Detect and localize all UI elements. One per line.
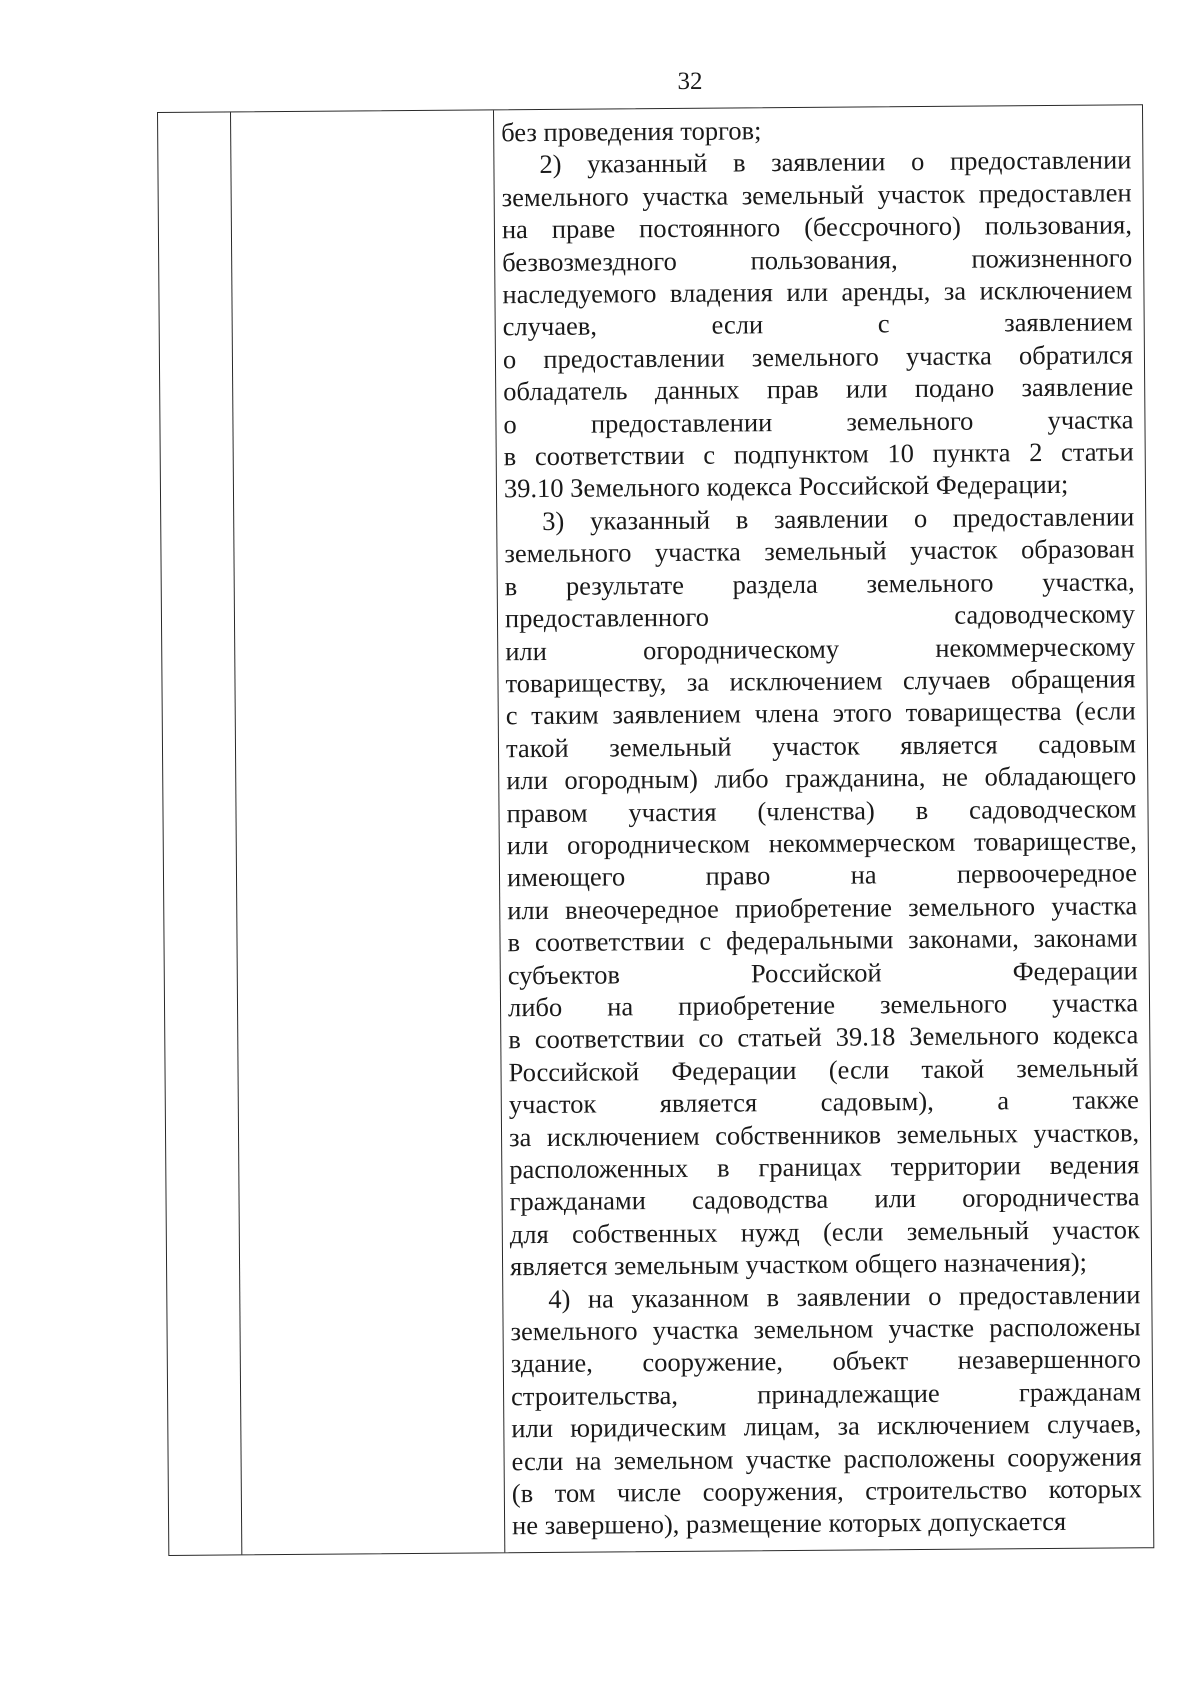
text-line: или юридическим лицам, за исключением случаев,: [511, 1408, 1142, 1444]
text-line: правом участия (членства) в садоводческом: [506, 792, 1137, 828]
paragraph-continuation: [501, 111, 1131, 148]
text-line: имеющего право на первоочередное: [506, 857, 1138, 893]
text-line: с таким заявлением члена этого товарищества (если: [505, 695, 1136, 731]
paragraph-item-4: [510, 1278, 1142, 1542]
text-line: гражданами садоводства или огородничества: [509, 1181, 1140, 1217]
text-line: наследуемого владения или аренды, за исключением: [502, 274, 1133, 310]
table-cell-text: [501, 111, 1142, 1542]
text-line: или внеочередное приобретение земельного участка: [507, 890, 1138, 926]
text-line: для собственных нужд (если земельный участок: [509, 1214, 1140, 1250]
text-line: субъектов Российской Федерации: [507, 954, 1138, 990]
text-line: о предоставлении земельного участка обратился: [502, 339, 1134, 375]
text-line: 39.10 Земельного кодекса Российской Федерации;: [503, 469, 1069, 504]
text-line: случаев, если с заявлением: [502, 306, 1133, 342]
text-line: предоставленного садоводческому: [504, 598, 1136, 634]
text-line: товариществу, за исключением случаев обращения: [505, 663, 1136, 699]
page-number: 32: [677, 68, 703, 95]
text-line: в соответствии с подпунктом 10 пункта 2 статьи: [503, 436, 1134, 472]
text-line: или огородническом некоммерческом товариществе,: [506, 825, 1137, 861]
text-line: в соответствии со статьей 39.18 Земельного кодекса: [508, 1019, 1139, 1055]
text-line: (в том числе сооружения, строительство которых: [511, 1473, 1142, 1509]
text-line: или огородническому некоммерческому: [505, 630, 1136, 666]
text-line: является земельным участком общего назначения);: [509, 1246, 1088, 1282]
text-line: земельного участка земельный участок образован: [504, 533, 1135, 569]
text-line: строительства, принадлежащие гражданам: [510, 1376, 1142, 1412]
text-line: земельного участка земельный участок предоставлен: [501, 177, 1132, 213]
text-line: Российской Федерации (если такой земельный: [508, 1052, 1139, 1088]
paragraph-item-2: [501, 144, 1134, 505]
text-line: здание, сооружение, объект незавершенного: [510, 1343, 1141, 1379]
text-line: на праве постоянного (бессрочного) пользования,: [501, 209, 1133, 245]
paragraph-item-3: [504, 500, 1140, 1283]
text-line: участок является садовым), а также: [508, 1084, 1139, 1120]
text-line: такой земельный участок является садовым: [505, 728, 1137, 763]
text-line: за исключением собственников земельных участков,: [508, 1116, 1140, 1152]
text-line: либо на приобретение земельного участка: [507, 987, 1139, 1023]
text-line: земельного участка земельном участке расположены: [510, 1311, 1141, 1347]
text-line: в результате раздела земельного участка,: [504, 566, 1135, 601]
text-line: или огородным) либо гражданина, не обладающего: [506, 760, 1137, 796]
text-line: 2) указанный в заявлении о предоставлении: [539, 144, 1132, 180]
text-line: если на земельном участке расположены сооружения: [511, 1440, 1142, 1476]
text-line: безвозмездного пользования, пожизненного: [502, 241, 1133, 277]
document-table: [157, 104, 1154, 1556]
text-line: 4) на указанном в заявлении о предоставлении: [548, 1278, 1141, 1314]
text-line: 3) указанный в заявлении о предоставлении: [542, 501, 1135, 536]
text-line: без проведения торгов;: [501, 115, 762, 148]
text-line: обладатель данных прав или подано заявление: [503, 371, 1134, 407]
text-line: расположенных в границах территории ведения: [509, 1149, 1140, 1185]
table-column-divider-1: [230, 112, 242, 1554]
text-line: не завершено), размещение которых допускается: [511, 1506, 1067, 1541]
text-line: в соответствии с федеральными законами, законами: [507, 922, 1138, 958]
text-line: о предоставлении земельного участка: [503, 403, 1134, 439]
